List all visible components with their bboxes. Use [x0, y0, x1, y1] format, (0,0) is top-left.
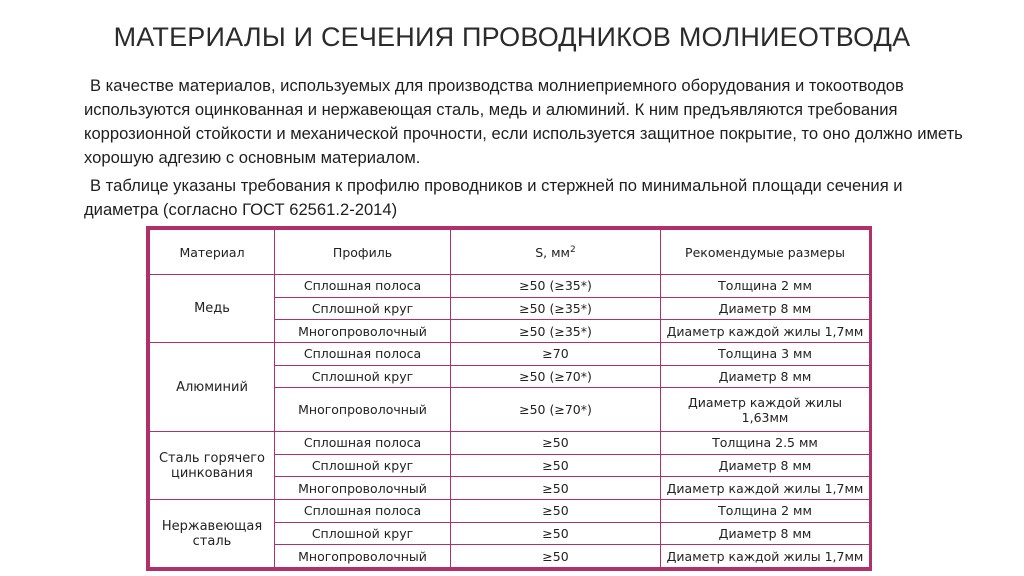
cross-section-cell: ≥70	[451, 342, 661, 365]
profile-cell: Сплошной круг	[275, 522, 451, 545]
recommended-size-cell: Диаметр каждой жилы 1,7мм	[661, 320, 870, 343]
cross-section-cell: ≥50	[451, 500, 661, 523]
cross-section-cell: ≥50 (≥70*)	[451, 365, 661, 388]
header-cross-section	[451, 230, 661, 275]
profile-cell: Сплошной круг	[275, 297, 451, 320]
recommended-size-cell: Толщина 2.5 мм	[661, 432, 870, 455]
cross-section-cell: ≥50 (≥70*)	[451, 388, 661, 432]
cross-section-cell: ≥50 (≥35*)	[451, 275, 661, 298]
recommended-size-cell: Диаметр 8 мм	[661, 522, 870, 545]
cross-section-cell: ≥50	[451, 454, 661, 477]
header-material: Материал	[150, 230, 275, 275]
material-cell: Сталь горячего цинкования	[150, 432, 275, 500]
slide-title: МАТЕРИАЛЫ И СЕЧЕНИЯ ПРОВОДНИКОВ МОЛНИЕОТВОДА	[113, 22, 911, 52]
table-header-row	[150, 230, 870, 275]
profile-cell: Многопроволочный	[275, 545, 451, 568]
recommended-size-cell: Диаметр каждой жилы 1,7мм	[661, 477, 870, 500]
recommended-size-cell: Диаметр 8 мм	[661, 297, 870, 320]
recommended-size-cell: Диаметр 8 мм	[661, 365, 870, 388]
recommended-size-cell: Толщина 3 мм	[661, 342, 870, 365]
cross-section-cell: ≥50 (≥35*)	[451, 297, 661, 320]
header-recommended-size: Рекомендумые размеры	[661, 230, 870, 275]
material-cell: Нержавеющая сталь	[150, 500, 275, 568]
conductor-table-frame	[146, 226, 872, 571]
header-profile: Профиль	[275, 230, 451, 275]
cross-section-cell: ≥50	[451, 522, 661, 545]
profile-cell: Сплошная полоса	[275, 500, 451, 523]
table-row	[150, 342, 870, 365]
recommended-size-cell: Диаметр каждой жилы 1,7мм	[661, 545, 870, 568]
conductor-requirements-table	[149, 229, 870, 568]
profile-cell: Многопроволочный	[275, 388, 451, 432]
profile-cell: Сплошная полоса	[275, 342, 451, 365]
table-row	[150, 500, 870, 523]
profile-cell: Сплошная полоса	[275, 275, 451, 298]
table-body	[150, 275, 870, 568]
header-s-superscript: 2	[570, 245, 576, 256]
recommended-size-cell: Толщина 2 мм	[661, 500, 870, 523]
intro-paragraph: В качестве материалов, используемых для производства молниеприемного оборудования и токоотводов используются оцинкованная и нержавеющая сталь, медь и алюминий. К ним предъявляются требования коррозионной стойкости и механической прочности, если используется защитное покрытие, то оно должно иметь хорошую адгезию с основным материалом.	[84, 76, 963, 167]
profile-cell: Сплошной круг	[275, 454, 451, 477]
material-cell: Алюминий	[150, 342, 275, 431]
profile-cell: Сплошная полоса	[275, 432, 451, 455]
table-row	[150, 275, 870, 298]
cross-section-cell: ≥50	[451, 432, 661, 455]
profile-cell: Многопроволочный	[275, 320, 451, 343]
cross-section-cell: ≥50	[451, 477, 661, 500]
table-row	[150, 432, 870, 455]
table-intro-paragraph: В таблице указаны требования к профилю проводников и стержней по минимальной площади сечения и диаметра (согласно ГОСТ 62561.2-2014)	[84, 176, 903, 219]
recommended-size-cell: Толщина 2 мм	[661, 275, 870, 298]
recommended-size-cell: Диаметр 8 мм	[661, 454, 870, 477]
material-cell: Медь	[150, 275, 275, 343]
profile-cell: Сплошной круг	[275, 365, 451, 388]
cross-section-cell: ≥50	[451, 545, 661, 568]
header-s-label: S, мм	[535, 245, 570, 261]
cross-section-cell: ≥50 (≥35*)	[451, 320, 661, 343]
profile-cell: Многопроволочный	[275, 477, 451, 500]
recommended-size-cell: Диаметр каждой жилы 1,63мм	[661, 388, 870, 432]
